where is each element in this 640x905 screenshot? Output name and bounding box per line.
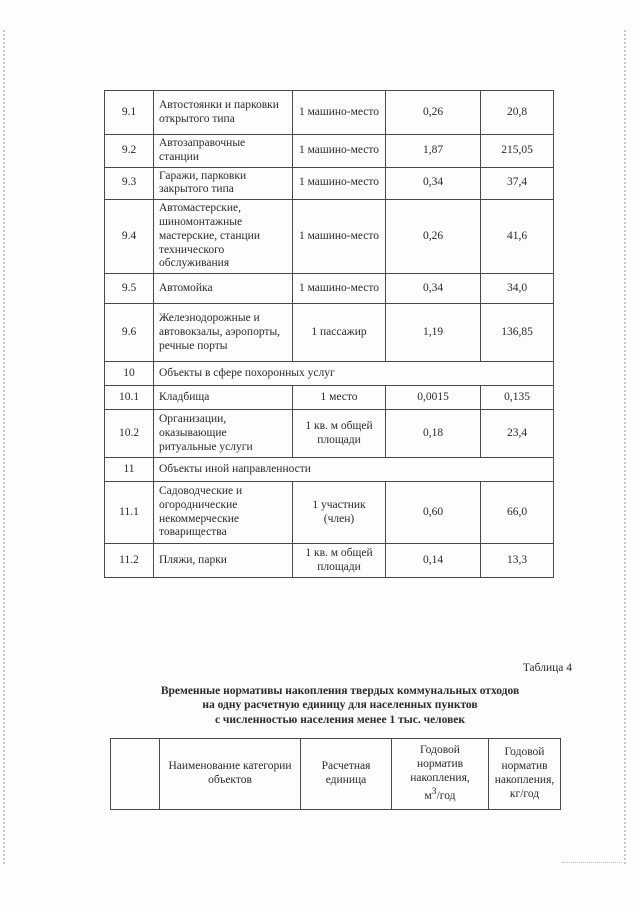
table-row bbox=[105, 386, 554, 410]
calc-unit: 1 кв. м общей площади bbox=[293, 544, 386, 578]
calc-unit: 1 пассажир bbox=[293, 304, 386, 362]
header-num bbox=[111, 739, 160, 810]
calc-unit: 1 машино-место bbox=[293, 274, 386, 304]
annual-volume-norm: 0,60 bbox=[386, 482, 481, 544]
row-number: 11.1 bbox=[105, 482, 154, 544]
section-row bbox=[105, 362, 554, 386]
calc-unit: 1 место bbox=[293, 386, 386, 410]
header-name: Наименование категории объектов bbox=[160, 739, 301, 810]
annual-volume-norm: 0,26 bbox=[386, 200, 481, 274]
object-category: Автостоянки и парковки открытого типа bbox=[154, 91, 293, 135]
calc-unit: 1 машино-место bbox=[293, 91, 386, 135]
annual-mass-norm: 23,4 bbox=[481, 410, 554, 458]
table-row bbox=[105, 167, 554, 200]
annual-volume-norm: 0,14 bbox=[386, 544, 481, 578]
row-number: 9.4 bbox=[105, 200, 154, 274]
object-category: Организации, оказывающие ритуальные услуги bbox=[154, 410, 293, 458]
header-annual-volume-sup: 3 bbox=[431, 785, 437, 797]
title-line-2: на одну расчетную единицу для населенных пунктов bbox=[202, 699, 478, 712]
header-annual-volume-text: Годовой норматив накопления, bbox=[410, 744, 470, 785]
table-row bbox=[105, 274, 554, 304]
calc-unit: 1 участник (член) bbox=[293, 482, 386, 544]
header-row bbox=[111, 739, 561, 810]
table-4-header bbox=[110, 738, 561, 810]
row-number: 10.1 bbox=[105, 386, 154, 410]
calc-unit: 1 кв. м общей площади bbox=[293, 410, 386, 458]
row-number: 9.5 bbox=[105, 274, 154, 304]
table-4-title bbox=[150, 684, 530, 727]
title-line-3: с численностью населения менее 1 тыс. человек bbox=[214, 713, 466, 726]
annual-volume-norm: 0,18 bbox=[386, 410, 481, 458]
annual-volume-norm: 0,0015 bbox=[386, 386, 481, 410]
annual-mass-norm: 34,0 bbox=[481, 274, 554, 304]
table-row bbox=[105, 135, 554, 168]
annual-mass-norm: 215,05 bbox=[481, 135, 554, 168]
section-title: Объекты иной направленности bbox=[154, 458, 554, 482]
header-annual-volume-tail: /год bbox=[436, 789, 456, 802]
row-number: 9.2 bbox=[105, 135, 154, 168]
scan-edge-right bbox=[624, 30, 626, 865]
row-number: 10 bbox=[105, 362, 154, 386]
calc-unit: 1 машино-место bbox=[293, 200, 386, 274]
object-category: Автомойка bbox=[154, 274, 293, 304]
calc-unit: 1 машино-место bbox=[293, 167, 386, 200]
annual-mass-norm: 41,6 bbox=[481, 200, 554, 274]
row-number: 9.6 bbox=[105, 304, 154, 362]
header-annual-volume bbox=[392, 739, 489, 810]
header-annual-mass: Годовой норматив накопления, кг/год bbox=[489, 739, 561, 810]
object-category: Железнодорожные и автовокзалы, аэропорты, речные порты bbox=[154, 304, 293, 362]
annual-mass-norm: 0,135 bbox=[481, 386, 554, 410]
norms-table bbox=[104, 90, 554, 578]
object-category: Садоводческие и огороднические некоммерческие товарищества bbox=[154, 482, 293, 544]
annual-volume-norm: 0,34 bbox=[386, 274, 481, 304]
annual-volume-norm: 0,34 bbox=[386, 167, 481, 200]
annual-volume-norm: 1,87 bbox=[386, 135, 481, 168]
annual-mass-norm: 66,0 bbox=[481, 482, 554, 544]
object-category: Кладбища bbox=[154, 386, 293, 410]
object-category: Пляжи, парки bbox=[154, 544, 293, 578]
scan-edge-left bbox=[3, 30, 5, 865]
object-category: Автомастерские, шиномонтажные мастерские, станции технического обслуживания bbox=[154, 200, 293, 274]
annual-mass-norm: 13,3 bbox=[481, 544, 554, 578]
row-number: 9.1 bbox=[105, 91, 154, 135]
section-title: Объекты в сфере похоронных услуг bbox=[154, 362, 554, 386]
annual-mass-norm: 37,4 bbox=[481, 167, 554, 200]
table-row bbox=[105, 200, 554, 274]
annual-mass-norm: 20,8 bbox=[481, 91, 554, 135]
title-line-1: Временные нормативы накопления твердых коммунальных отходов bbox=[160, 685, 520, 697]
object-category: Автозаправочные станции bbox=[154, 135, 293, 168]
header-annual-volume-unit: м bbox=[424, 789, 432, 802]
calc-unit: 1 машино-место bbox=[293, 135, 386, 168]
table-row bbox=[105, 544, 554, 578]
annual-mass-norm: 136,85 bbox=[481, 304, 554, 362]
scan-mark bbox=[562, 862, 622, 863]
table-row bbox=[105, 482, 554, 544]
section-row bbox=[105, 458, 554, 482]
object-category: Гаражи, парковки закрытого типа bbox=[154, 167, 293, 200]
row-number: 9.3 bbox=[105, 167, 154, 200]
annual-volume-norm: 0,26 bbox=[386, 91, 481, 135]
row-number: 11 bbox=[105, 458, 154, 482]
annual-volume-norm: 1,19 bbox=[386, 304, 481, 362]
header-unit: Расчетная единица bbox=[301, 739, 392, 810]
table-row bbox=[105, 91, 554, 135]
table-row bbox=[105, 304, 554, 362]
row-number: 10.2 bbox=[105, 410, 154, 458]
table-number-label: Таблица 4 bbox=[522, 662, 572, 674]
row-number: 11.2 bbox=[105, 544, 154, 578]
table-row bbox=[105, 410, 554, 458]
